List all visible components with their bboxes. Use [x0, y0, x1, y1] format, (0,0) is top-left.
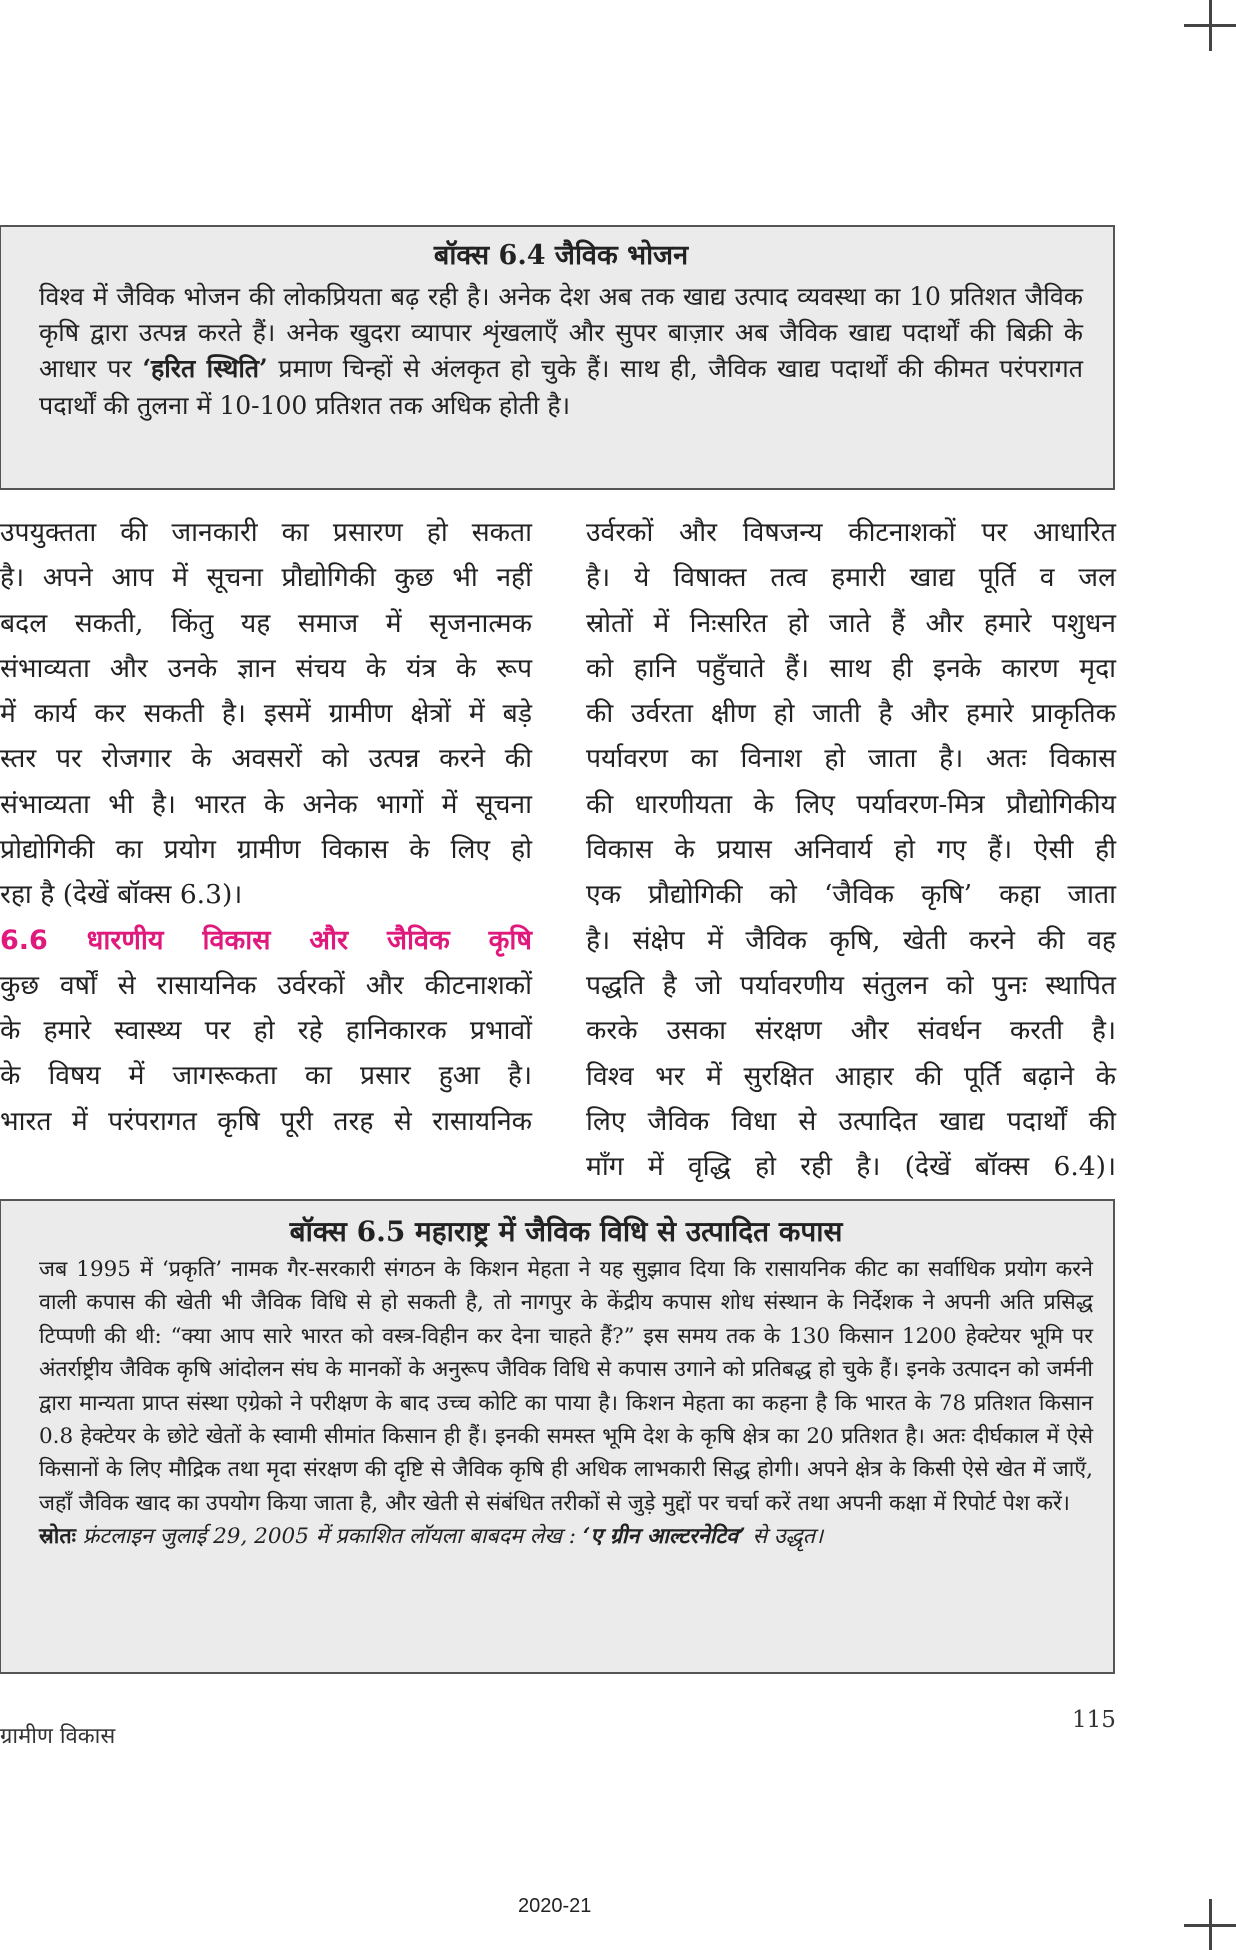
- chapter-name: ग्रामीण विकास: [0, 1724, 116, 1749]
- paragraph-line: है। अपने आप में सूचना प्रौद्योगिकी कुछ भी नहीं: [0, 562, 532, 594]
- box-6-5-organic-cotton: [0, 1199, 1115, 1674]
- paragraph-line: कुछ वर्षों से रासायनिक उर्वरकों और कीटनाशकों: [0, 969, 532, 1001]
- box-title: बॉक्स 6.5 महाराष्ट्र में जैविक विधि से उत्पादित कपास: [289, 1215, 843, 1248]
- paragraph-line: पर्यावरण का विनाश हो जाता है। अतः विकास: [586, 743, 1116, 775]
- section-heading-6-6: 6.6 धारणीय विकास और जैविक कृषि: [0, 924, 532, 956]
- page-number: 115: [1072, 1707, 1116, 1733]
- paragraph-line: उपयुक्तता की जानकारी का प्रसारण हो सकता: [0, 517, 532, 548]
- paragraph-line: में कार्य कर सकती है। इसमें ग्रामीण क्षेत्रों में बड़े: [0, 698, 532, 730]
- paragraph-line: रहा है (देखें बॉक्स 6.3)।: [0, 879, 243, 911]
- paragraph-line: माँग में वृद्धि हो रही है। (देखें बॉक्स 6.4)।: [586, 1151, 1116, 1183]
- paragraph-line: बदल सकती, किंतु यह समाज में सृजनात्मक: [0, 607, 532, 639]
- paragraph-line: को हानि पहुँचाते हैं। साथ ही इनके कारण मृदा: [586, 652, 1116, 684]
- paragraph-line: की उर्वरता क्षीण हो जाती है और हमारे प्राकृतिक: [586, 698, 1116, 730]
- box-6-4-organic-food: [0, 225, 1115, 490]
- paragraph-line: भारत में परंपरागत कृषि पूरी तरह से रासायनिक: [0, 1105, 532, 1137]
- paragraph-line: के हमारे स्वास्थ्य पर हो रहे हानिकारक प्रभावों: [0, 1014, 532, 1046]
- paragraph-line: विकास के प्रयास अनिवार्य हो गए हैं। ऐसी ही: [586, 834, 1116, 866]
- paragraph-line: है। ये विषाक्त तत्व हमारी खाद्य पूर्ति व जल: [586, 562, 1116, 594]
- paragraph-line: के विषय में जागरूकता का प्रसार हुआ है।: [0, 1060, 532, 1092]
- edition-year: 2020-21: [518, 1895, 592, 1917]
- box-title: बॉक्स 6.4 जैविक भोजन: [433, 240, 689, 271]
- paragraph-line: उर्वरकों और विषजन्य कीटनाशकों पर आधारित: [586, 517, 1116, 548]
- crop-mark-top-right-v: [1209, 0, 1212, 51]
- paragraph-line: विश्व भर में सुरक्षित आहार की पूर्ति बढ़ाने के: [586, 1060, 1116, 1092]
- source-label: स्रोतः: [39, 1524, 76, 1550]
- paragraph-line: संभाव्यता और उनके ज्ञान संचय के यंत्र के रूप: [0, 652, 532, 684]
- box-text: प्रमाण चिन्हों से अंलकृत हो चुके हैं। साथ ही, जैविक खाद्य पदार्थों की कीमत परंपरागत पदार्थों की तुलना में 10-100 प्रतिशत तक अधिक होती है।: [39, 354, 1083, 420]
- paragraph-line: संभाव्यता भी है। भारत के अनेक भागों में सूचना: [0, 788, 532, 820]
- paragraph-line: की धारणीयता के लिए पर्यावरण-मित्र प्रौद्योगिकीय: [586, 788, 1116, 820]
- paragraph-line: प्रोद्योगिकी का प्रयोग ग्रामीण विकास के लिए हो: [0, 834, 532, 866]
- box-text: जब 1995 में ‘प्रकृति’ नामक गैर-सरकारी संगठन के किशन मेहता ने यह सुझाव दिया कि रासायनिक कीट का सर्वाधिक प्रयोग करने वाली कपास की खेती भी जैविक विधि से हो सकती है, तो नागपुर के केंद्रीय कपास शोध संस्थान के निर्देशक ने अपनी अति प्रसिद्ध टिप्पणी की थी: “क्या आप सारे भारत को वस्त्र-विहीन कर देना चाहते हैं?” इस समय तक के 130 किसान 1200 हेक्टेयर भूमि पर अंतर्राष्ट्रीय जैविक कृषि आंदोलन संघ के मानकों के अनुरूप जैविक विधि से कपास उगाने को प्रतिबद्ध हो चुके हैं। इनके उत्पादन को जर्मनी द्वारा मान्यता प्राप्त संस्था एग्रेको ने परीक्षण के बाद उच्च कोटि का पाया है। किशन मेहता का कहना है कि भारत के 78 प्रतिशत किसान 0.8 हेक्टेयर के छोटे खेतों के स्वामी सीमांत किसान ही हैं। इनकी समस्त भूमि देश के कृषि क्षेत्र का 20 प्रतिशत है। अतः दीर्घकाल में ऐसे किसानों के लिए मौद्रिक तथा मृदा संरक्षण की दृष्टि से जैविक कृषि ही अधिक लाभकारी सिद्ध होगी। अपने क्षेत्र के किसी ऐसे खेत में जाएँ, जहाँ जैविक खाद का उपयोग किया जाता है, और खेती से संबंधित तरीकों से जुड़े मुद्दों पर चर्चा करें तथा अपनी कक्षा में रिपोर्ट पेश करें।: [39, 1257, 1093, 1516]
- paragraph-line: है। संक्षेप में जैविक कृषि, खेती करने की वह: [586, 924, 1116, 956]
- paragraph-line: लिए जैविक विधा से उत्पादित खाद्य पदार्थों की: [586, 1105, 1116, 1137]
- source-text-end: से उद्धृत।: [745, 1524, 824, 1550]
- paragraph-line: स्रोतों में निःसरित हो जाते हैं और हमारे पशुधन: [586, 607, 1116, 639]
- left-column: [0, 510, 532, 1144]
- source-article-title: ‘ए ग्रीन आल्टरनेटिव’: [582, 1524, 746, 1550]
- box-text: विश्व में जैविक भोजन की लोकप्रियता बढ़ रही है। अनेक देश अब तक खाद्य उत्पाद व्यवस्था का 10 प्रतिशत जैविक कृषि द्वारा उत्पन्न करते हैं। अनेक खुदरा व्यापार शृंखलाएँ और सुपर बाज़ार अब जैविक खाद्य पदार्थों की बिक्री के आधार पर: [39, 282, 1083, 384]
- box-body: [39, 1253, 1093, 1554]
- paragraph-line: एक प्रौद्योगिकी को ‘जैविक कृषि’ कहा जाता: [586, 879, 1116, 911]
- crop-mark-bottom-right-v: [1209, 1899, 1212, 1950]
- paragraph-line: स्तर पर रोजगार के अवसरों को उत्पन्न करने की: [0, 743, 532, 775]
- emphasis-green-status: ‘हरित स्थिति’: [142, 354, 268, 384]
- paragraph-line: करके उसका संरक्षण और संवर्धन करती है।: [586, 1015, 1116, 1047]
- box-body: [39, 279, 1083, 424]
- paragraph-line: पद्धति है जो पर्यावरणीय संतुलन को पुनः स्थापित: [586, 969, 1116, 1001]
- right-column: [586, 510, 1116, 1189]
- source-text: फ्रंटलाइन जुलाई 29, 2005 में प्रकाशित लॉयला बाबदम लेख :: [75, 1524, 583, 1550]
